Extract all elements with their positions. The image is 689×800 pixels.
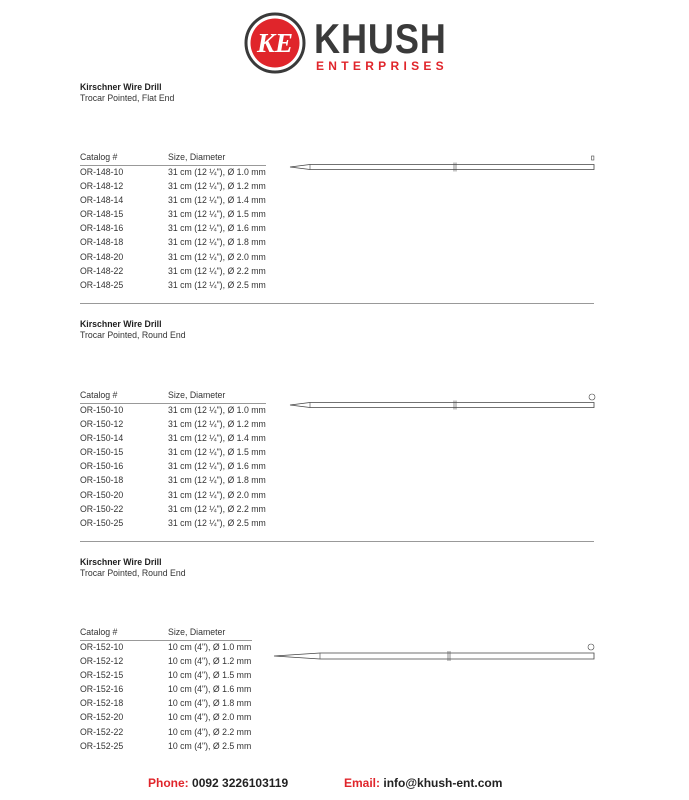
header-catalog: Catalog # <box>80 627 118 638</box>
table-row <box>80 726 252 740</box>
catalog-number: OR-148-20 <box>80 251 124 263</box>
size-diameter: 10 cm (4"), Ø 2.2 mm <box>168 726 252 738</box>
table-row <box>80 669 252 683</box>
table-row <box>80 180 266 194</box>
size-diameter: 31 cm (12 ¼"), Ø 1.4 mm <box>168 433 266 445</box>
table-row <box>80 194 266 208</box>
size-diameter: 31 cm (12 ¼"), Ø 2.5 mm <box>168 279 266 291</box>
section-title: Kirschner Wire Drill <box>80 82 162 93</box>
catalog-number: OR-152-18 <box>80 698 124 710</box>
catalog-number: OR-150-25 <box>80 517 124 529</box>
table-header <box>80 152 266 166</box>
logo-tagline: ENTERPRISES <box>316 59 448 73</box>
catalog-number: OR-150-16 <box>80 461 124 473</box>
size-diameter: 10 cm (4"), Ø 1.0 mm <box>168 642 252 653</box>
table-row <box>80 404 266 418</box>
size-diameter: 10 cm (4"), Ø 1.8 mm <box>168 698 252 710</box>
catalog-table-or-148 <box>80 152 266 293</box>
table-row <box>80 503 266 517</box>
table-row <box>80 208 266 222</box>
catalog-number: OR-148-14 <box>80 195 124 207</box>
size-diameter: 31 cm (12 ¼"), Ø 1.6 mm <box>168 461 266 473</box>
section-subtitle: Trocar Pointed, Round End <box>80 568 186 579</box>
table-row <box>80 711 252 725</box>
size-diameter: 31 cm (12 ¼"), Ø 1.8 mm <box>168 475 266 487</box>
catalog-number: OR-148-16 <box>80 223 124 235</box>
table-row <box>80 432 266 446</box>
table-row <box>80 222 266 236</box>
table-row <box>80 517 266 531</box>
section-title: Kirschner Wire Drill <box>80 557 162 568</box>
size-diameter: 31 cm (12 ¼"), Ø 1.2 mm <box>168 181 266 193</box>
catalog-number: OR-152-16 <box>80 684 124 696</box>
catalog-number: OR-150-20 <box>80 489 124 501</box>
catalog-number: OR-152-22 <box>80 726 124 738</box>
table-row <box>80 166 266 180</box>
table-row <box>80 279 266 293</box>
size-diameter: 31 cm (12 ¼"), Ø 1.0 mm <box>168 167 266 178</box>
table-body <box>80 641 252 754</box>
header-size: Size, Diameter <box>168 390 226 401</box>
table-row <box>80 236 266 250</box>
catalog-number: OR-150-18 <box>80 475 124 487</box>
email-contact[interactable] <box>344 776 502 790</box>
table-row <box>80 265 266 279</box>
table-body <box>80 404 266 531</box>
table-row <box>80 489 266 503</box>
table-row <box>80 418 266 432</box>
catalog-number: OR-148-25 <box>80 279 124 291</box>
section-divider <box>80 541 594 542</box>
table-row <box>80 740 252 754</box>
size-diameter: 31 cm (12 ¼"), Ø 2.2 mm <box>168 503 266 515</box>
catalog-number: OR-152-20 <box>80 712 124 724</box>
catalog-number: OR-150-22 <box>80 503 124 515</box>
wire-illustration-short-round-end <box>272 642 598 664</box>
table-row <box>80 697 252 711</box>
size-diameter: 31 cm (12 ¼"), Ø 1.8 mm <box>168 237 266 249</box>
size-diameter: 31 cm (12 ¼"), Ø 1.5 mm <box>168 447 266 459</box>
table-body <box>80 166 266 293</box>
size-diameter: 31 cm (12 ¼"), Ø 1.6 mm <box>168 223 266 235</box>
catalog-number: OR-150-10 <box>80 405 124 416</box>
size-diameter: 31 cm (12 ¼"), Ø 1.5 mm <box>168 209 266 221</box>
size-diameter: 10 cm (4"), Ø 2.5 mm <box>168 740 252 752</box>
catalog-number: OR-148-22 <box>80 265 124 277</box>
size-diameter: 31 cm (12 ¼"), Ø 2.0 mm <box>168 251 266 263</box>
size-diameter: 10 cm (4"), Ø 2.0 mm <box>168 712 252 724</box>
header-size: Size, Diameter <box>168 152 226 163</box>
size-diameter: 10 cm (4"), Ø 1.2 mm <box>168 656 252 668</box>
section-subtitle: Trocar Pointed, Round End <box>80 330 186 341</box>
catalog-number: OR-148-18 <box>80 237 124 249</box>
table-header <box>80 390 266 404</box>
catalog-number: OR-148-15 <box>80 209 124 221</box>
section-title: Kirschner Wire Drill <box>80 319 162 330</box>
catalog-number: OR-152-12 <box>80 656 124 668</box>
header-size: Size, Diameter <box>168 627 226 638</box>
section-subtitle: Trocar Pointed, Flat End <box>80 93 175 104</box>
table-row <box>80 251 266 265</box>
catalog-number: OR-152-10 <box>80 642 124 653</box>
logo-monogram-text: KE <box>256 28 294 58</box>
catalog-number: OR-148-10 <box>80 167 124 178</box>
catalog-number: OR-150-12 <box>80 419 124 431</box>
phone-label: Phone: <box>148 776 189 790</box>
size-diameter: 31 cm (12 ¼"), Ø 1.4 mm <box>168 195 266 207</box>
size-diameter: 31 cm (12 ¼"), Ø 2.2 mm <box>168 265 266 277</box>
section-divider <box>80 303 594 304</box>
size-diameter: 31 cm (12 ¼"), Ø 2.5 mm <box>168 517 266 529</box>
header-catalog: Catalog # <box>80 152 118 163</box>
phone-value[interactable]: 0092 3226103119 <box>192 776 289 790</box>
table-row <box>80 446 266 460</box>
wire-illustration-flat-end <box>288 154 598 174</box>
phone-contact[interactable] <box>148 776 288 790</box>
company-logo <box>244 12 454 76</box>
table-row <box>80 683 252 697</box>
size-diameter: 31 cm (12 ¼"), Ø 1.0 mm <box>168 405 266 416</box>
table-row <box>80 641 252 655</box>
logo-monogram-icon <box>244 12 306 74</box>
table-row <box>80 474 266 488</box>
email-label: Email: <box>344 776 381 790</box>
header-catalog: Catalog # <box>80 390 118 401</box>
catalog-number: OR-150-15 <box>80 447 124 459</box>
catalog-number: OR-152-15 <box>80 670 124 682</box>
size-diameter: 10 cm (4"), Ø 1.6 mm <box>168 684 252 696</box>
size-diameter: 10 cm (4"), Ø 1.5 mm <box>168 670 252 682</box>
catalog-number: OR-152-25 <box>80 740 124 752</box>
catalog-number: OR-150-14 <box>80 433 124 445</box>
catalog-table-or-152 <box>80 627 252 754</box>
email-value[interactable]: info@khush-ent.com <box>383 776 503 790</box>
wire-illustration-round-end <box>288 393 598 413</box>
catalog-number: OR-148-12 <box>80 181 124 193</box>
size-diameter: 31 cm (12 ¼"), Ø 1.2 mm <box>168 419 266 431</box>
logo-name: KHUSH <box>314 15 447 62</box>
table-row <box>80 460 266 474</box>
table-row <box>80 655 252 669</box>
table-header <box>80 627 252 641</box>
catalog-table-or-150 <box>80 390 266 531</box>
size-diameter: 31 cm (12 ¼"), Ø 2.0 mm <box>168 489 266 501</box>
